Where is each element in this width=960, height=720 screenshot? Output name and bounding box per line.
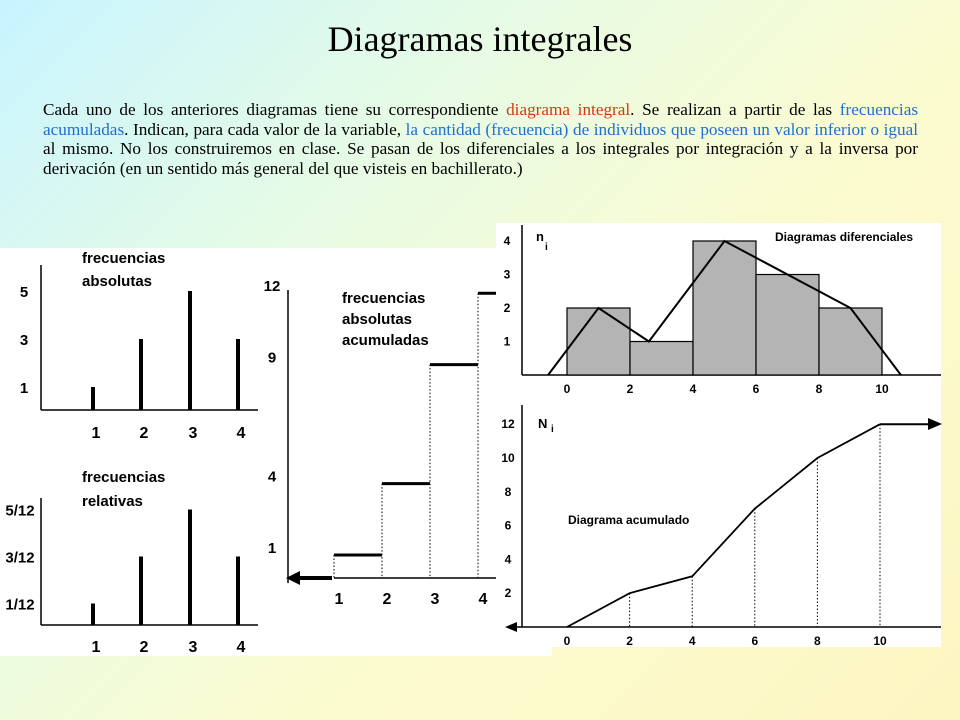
chart-title-line: frecuencias xyxy=(82,469,166,486)
y-tick-label: 8 xyxy=(504,484,512,499)
y-tick-label: 12 xyxy=(263,278,281,296)
x-tick-label: 6 xyxy=(752,382,760,396)
chart-title-line: frecuencias xyxy=(82,250,166,267)
chart-title: Diagrama acumulado xyxy=(568,513,690,527)
left-arrow-head xyxy=(505,622,517,632)
chart-title: Diagramas diferenciales xyxy=(775,230,914,244)
x-tick-label: 2 xyxy=(382,591,392,608)
x-tick-label: 2 xyxy=(626,634,633,648)
x-tick-label: 4 xyxy=(689,382,697,396)
chart-title-line: absolutas xyxy=(342,311,413,328)
y-tick-label: 2 xyxy=(503,301,511,315)
y-tick-label: 5/12 xyxy=(5,502,35,520)
y-axis-label-subscript: i xyxy=(551,424,554,435)
y-tick-label: 1/12 xyxy=(5,596,35,614)
x-tick-label: 1 xyxy=(334,591,344,608)
x-tick-label: 0 xyxy=(563,382,571,396)
slide-title: Diagramas integrales xyxy=(327,19,633,59)
x-tick-label: 10 xyxy=(873,634,887,648)
y-tick-label: 4 xyxy=(503,234,511,248)
y-tick-label: 1 xyxy=(19,380,29,397)
x-tick-label: 3 xyxy=(430,591,440,608)
y-axis-label: n xyxy=(536,229,544,244)
x-tick-label: 2 xyxy=(139,425,149,442)
paragraph-text-3: . Indican, para cada valor de la variable, xyxy=(124,119,406,139)
x-tick-label: 4 xyxy=(688,634,696,648)
x-tick-label: 3 xyxy=(188,639,198,656)
y-tick-label: 4 xyxy=(504,552,512,567)
x-tick-label: 2 xyxy=(626,382,634,396)
y-axis-label-subscript: i xyxy=(545,242,548,253)
chart-title-line: absolutas xyxy=(82,273,153,290)
x-tick-label: 2 xyxy=(139,639,149,656)
x-tick-label: 1 xyxy=(91,639,101,656)
y-tick-label: 3 xyxy=(503,267,511,282)
paragraph-text-2: . Se realizan a partir de las xyxy=(630,100,840,119)
chart-title-line: relativas xyxy=(82,493,143,510)
highlight-frecuencias-acumuladas: frecuencias acumuladas xyxy=(43,100,919,139)
y-tick-label: 6 xyxy=(504,518,512,533)
x-tick-label: 1 xyxy=(91,425,101,442)
y-axis-label: N xyxy=(538,416,548,431)
y-tick-label: 3 xyxy=(19,332,29,349)
y-tick-label: 5 xyxy=(19,284,29,301)
x-tick-label: 4 xyxy=(236,639,246,656)
highlight-diagrama-integral: diagrama integral xyxy=(506,100,631,119)
y-tick-label: 12 xyxy=(501,417,515,432)
y-tick-label: 4 xyxy=(267,468,277,486)
x-tick-label: 6 xyxy=(751,634,759,648)
y-tick-label: 3/12 xyxy=(5,549,35,567)
chart-title-line: acumuladas xyxy=(342,332,429,349)
x-tick-label: 4 xyxy=(478,591,488,608)
x-tick-label: 8 xyxy=(814,634,821,648)
y-tick-label: 1 xyxy=(503,334,511,349)
y-tick-label: 1 xyxy=(267,540,277,557)
x-tick-label: 0 xyxy=(563,634,571,648)
y-tick-label: 10 xyxy=(501,451,515,465)
x-tick-label: 3 xyxy=(188,425,198,442)
y-tick-label: 9 xyxy=(267,349,277,367)
highlight-cantidad-frecuencia: la cantidad (frecuencia) de individuos que poseen un valor inferior o igual xyxy=(405,119,918,139)
x-tick-label: 10 xyxy=(875,382,889,396)
right-arrow-head xyxy=(928,418,942,430)
x-tick-label: 4 xyxy=(236,425,246,442)
x-tick-label: 8 xyxy=(815,382,823,396)
paragraph-text-1: Cada uno de los anteriores diagramas tiene su correspondiente xyxy=(43,100,507,119)
chart-title-line: frecuencias xyxy=(342,290,426,307)
paragraph-text-4: al mismo. No los construiremos en clase. Se pasan de los diferenciales a los integrales por integración y a la inversa por derivación (en un sentido más general del que visteis en bachillerato.) xyxy=(43,139,918,178)
y-tick-label: 2 xyxy=(504,586,512,601)
